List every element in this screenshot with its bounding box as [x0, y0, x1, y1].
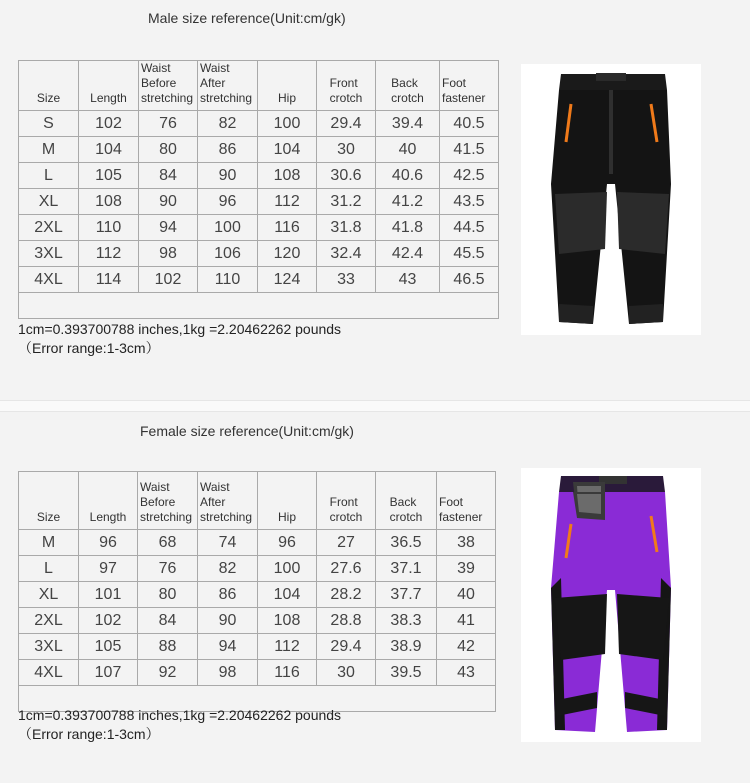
table-blank-row: [19, 293, 499, 319]
cell-waist-before: 68: [138, 530, 198, 556]
table-row: [19, 163, 499, 189]
cell-hip: 112: [258, 189, 317, 215]
cell-waist-before: 84: [139, 163, 198, 189]
cell-hip: 116: [258, 215, 317, 241]
cell-front-crotch: 27.6: [317, 556, 376, 582]
header-back-crotch: Back crotch: [376, 61, 440, 111]
cell-length: 108: [79, 189, 139, 215]
table-row: [19, 530, 496, 556]
header-foot-fastener: Foot fastener: [440, 61, 499, 111]
header-hip: Hip: [258, 472, 317, 530]
cell-waist-before: 94: [139, 215, 198, 241]
cell-front-crotch: 29.4: [317, 634, 376, 660]
cell-front-crotch: 31.2: [317, 189, 376, 215]
male-pants-photo: [521, 64, 701, 335]
cell-foot-fastener: 44.5: [440, 215, 499, 241]
header-length: Length: [79, 472, 138, 530]
table-row: [19, 660, 496, 686]
cell-length: 114: [79, 267, 139, 293]
cell-length: 110: [79, 215, 139, 241]
cell-waist-after: 82: [198, 111, 258, 137]
cell-size: 3XL: [19, 241, 79, 267]
cell-size: L: [19, 163, 79, 189]
cell-waist-after: 106: [198, 241, 258, 267]
cell-foot-fastener: 41: [437, 608, 496, 634]
header-foot-fastener: Foot fastener: [437, 472, 496, 530]
cell-foot-fastener: 45.5: [440, 241, 499, 267]
cell-front-crotch: 27: [317, 530, 376, 556]
cell-waist-after: 82: [198, 556, 258, 582]
cell-length: 105: [79, 634, 138, 660]
cell-size: 4XL: [19, 660, 79, 686]
cell-waist-after: 96: [198, 189, 258, 215]
cell-foot-fastener: 42.5: [440, 163, 499, 189]
cell-hip: 108: [258, 163, 317, 189]
cell-back-crotch: 40: [376, 137, 440, 163]
header-size: Size: [19, 61, 79, 111]
cell-hip: 100: [258, 111, 317, 137]
female-size-table: [18, 471, 496, 712]
cell-back-crotch: 39.5: [376, 660, 437, 686]
cell-foot-fastener: 46.5: [440, 267, 499, 293]
cell-foot-fastener: 41.5: [440, 137, 499, 163]
header-waist-before: Waist Before stretching: [139, 61, 198, 111]
cell-waist-before: 76: [138, 556, 198, 582]
cell-size: XL: [19, 582, 79, 608]
table-row: [19, 582, 496, 608]
cell-back-crotch: 43: [376, 267, 440, 293]
table-row: [19, 215, 499, 241]
cell-hip: 124: [258, 267, 317, 293]
cell-length: 105: [79, 163, 139, 189]
cell-hip: 116: [258, 660, 317, 686]
cell-front-crotch: 30.6: [317, 163, 376, 189]
cell-front-crotch: 31.8: [317, 215, 376, 241]
cell-front-crotch: 32.4: [317, 241, 376, 267]
cell-size: 3XL: [19, 634, 79, 660]
cell-waist-before: 90: [139, 189, 198, 215]
cell-waist-after: 86: [198, 137, 258, 163]
table-header-row: [19, 472, 496, 530]
table-row: [19, 267, 499, 293]
table-row: [19, 111, 499, 137]
cell-size: M: [19, 530, 79, 556]
cell-waist-after: 110: [198, 267, 258, 293]
cell-front-crotch: 29.4: [317, 111, 376, 137]
cell-hip: 100: [258, 556, 317, 582]
cell-waist-after: 74: [198, 530, 258, 556]
cell-size: L: [19, 556, 79, 582]
cell-waist-before: 98: [139, 241, 198, 267]
cell-hip: 120: [258, 241, 317, 267]
cell-length: 96: [79, 530, 138, 556]
table-row: [19, 241, 499, 267]
cell-waist-before: 102: [139, 267, 198, 293]
cell-foot-fastener: 38: [437, 530, 496, 556]
cell-front-crotch: 28.2: [317, 582, 376, 608]
conversion-text: 1cm=0.393700788 inches,1kg =2.20462262 pounds: [18, 707, 342, 723]
cell-size: S: [19, 111, 79, 137]
table-row: [19, 189, 499, 215]
cell-hip: 104: [258, 582, 317, 608]
header-front-crotch: Front crotch: [317, 472, 376, 530]
cell-foot-fastener: 43.5: [440, 189, 499, 215]
table-row: [19, 556, 496, 582]
cell-waist-before: 92: [138, 660, 198, 686]
cell-length: 102: [79, 111, 139, 137]
table-row: [19, 608, 496, 634]
cell-waist-after: 100: [198, 215, 258, 241]
cell-length: 101: [79, 582, 138, 608]
header-hip: Hip: [258, 61, 317, 111]
male-pants-illustration: [521, 64, 701, 335]
header-waist-after: Waist After stretching: [198, 61, 258, 111]
cell-length: 112: [79, 241, 139, 267]
female-size-title: Female size reference(Unit:cm/gk): [140, 423, 354, 439]
cell-length: 104: [79, 137, 139, 163]
cell-length: 107: [79, 660, 138, 686]
male-size-title: Male size reference(Unit:cm/gk): [148, 10, 346, 26]
header-back-crotch: Back crotch: [376, 472, 437, 530]
cell-foot-fastener: 40: [437, 582, 496, 608]
cell-front-crotch: 30: [317, 137, 376, 163]
cell-size: XL: [19, 189, 79, 215]
cell-foot-fastener: 43: [437, 660, 496, 686]
cell-size: 2XL: [19, 215, 79, 241]
table-header-row: [19, 61, 499, 111]
cell-waist-before: 84: [138, 608, 198, 634]
unit-conversion-note: [18, 320, 341, 358]
header-waist-after: Waist After stretching: [198, 472, 258, 530]
female-size-section: [0, 412, 750, 783]
cell-back-crotch: 41.8: [376, 215, 440, 241]
cell-waist-after: 86: [198, 582, 258, 608]
cell-foot-fastener: 39: [437, 556, 496, 582]
cell-back-crotch: 39.4: [376, 111, 440, 137]
cell-back-crotch: 40.6: [376, 163, 440, 189]
header-front-crotch: Front crotch: [317, 61, 376, 111]
cell-length: 97: [79, 556, 138, 582]
cell-hip: 112: [258, 634, 317, 660]
cell-back-crotch: 38.9: [376, 634, 437, 660]
belt-buckle: [596, 73, 626, 81]
cell-back-crotch: 42.4: [376, 241, 440, 267]
cell-hip: 104: [258, 137, 317, 163]
cell-size: 2XL: [19, 608, 79, 634]
header-length: Length: [79, 61, 139, 111]
cell-back-crotch: 37.7: [376, 582, 437, 608]
cell-front-crotch: 30: [317, 660, 376, 686]
section-divider: [0, 400, 750, 412]
female-pants-illustration: [521, 468, 701, 742]
cell-hip: 108: [258, 608, 317, 634]
cell-waist-before: 80: [139, 137, 198, 163]
error-range-text: （Error range:1-3cm）: [18, 726, 160, 742]
cell-waist-after: 98: [198, 660, 258, 686]
header-size: Size: [19, 472, 79, 530]
female-pants-photo: [521, 468, 701, 742]
cell-front-crotch: 33: [317, 267, 376, 293]
cell-back-crotch: 36.5: [376, 530, 437, 556]
cell-waist-before: 80: [138, 582, 198, 608]
cell-back-crotch: 41.2: [376, 189, 440, 215]
cell-back-crotch: 37.1: [376, 556, 437, 582]
cell-foot-fastener: 42: [437, 634, 496, 660]
table-row: [19, 137, 499, 163]
conversion-text: 1cm=0.393700788 inches,1kg =2.20462262 pounds: [18, 321, 342, 337]
cell-size: 4XL: [19, 267, 79, 293]
error-range-text: （Error range:1-3cm）: [18, 340, 160, 356]
male-size-table: [18, 60, 499, 319]
cell-length: 102: [79, 608, 138, 634]
unit-conversion-note: [18, 706, 341, 744]
cell-waist-after: 94: [198, 634, 258, 660]
cell-waist-after: 90: [198, 163, 258, 189]
table-row: [19, 634, 496, 660]
cell-back-crotch: 38.3: [376, 608, 437, 634]
cell-waist-before: 88: [138, 634, 198, 660]
cell-hip: 96: [258, 530, 317, 556]
cell-waist-before: 76: [139, 111, 198, 137]
header-waist-before: Waist Before stretching: [138, 472, 198, 530]
cell-foot-fastener: 40.5: [440, 111, 499, 137]
cell-waist-after: 90: [198, 608, 258, 634]
cell-size: M: [19, 137, 79, 163]
cell-front-crotch: 28.8: [317, 608, 376, 634]
